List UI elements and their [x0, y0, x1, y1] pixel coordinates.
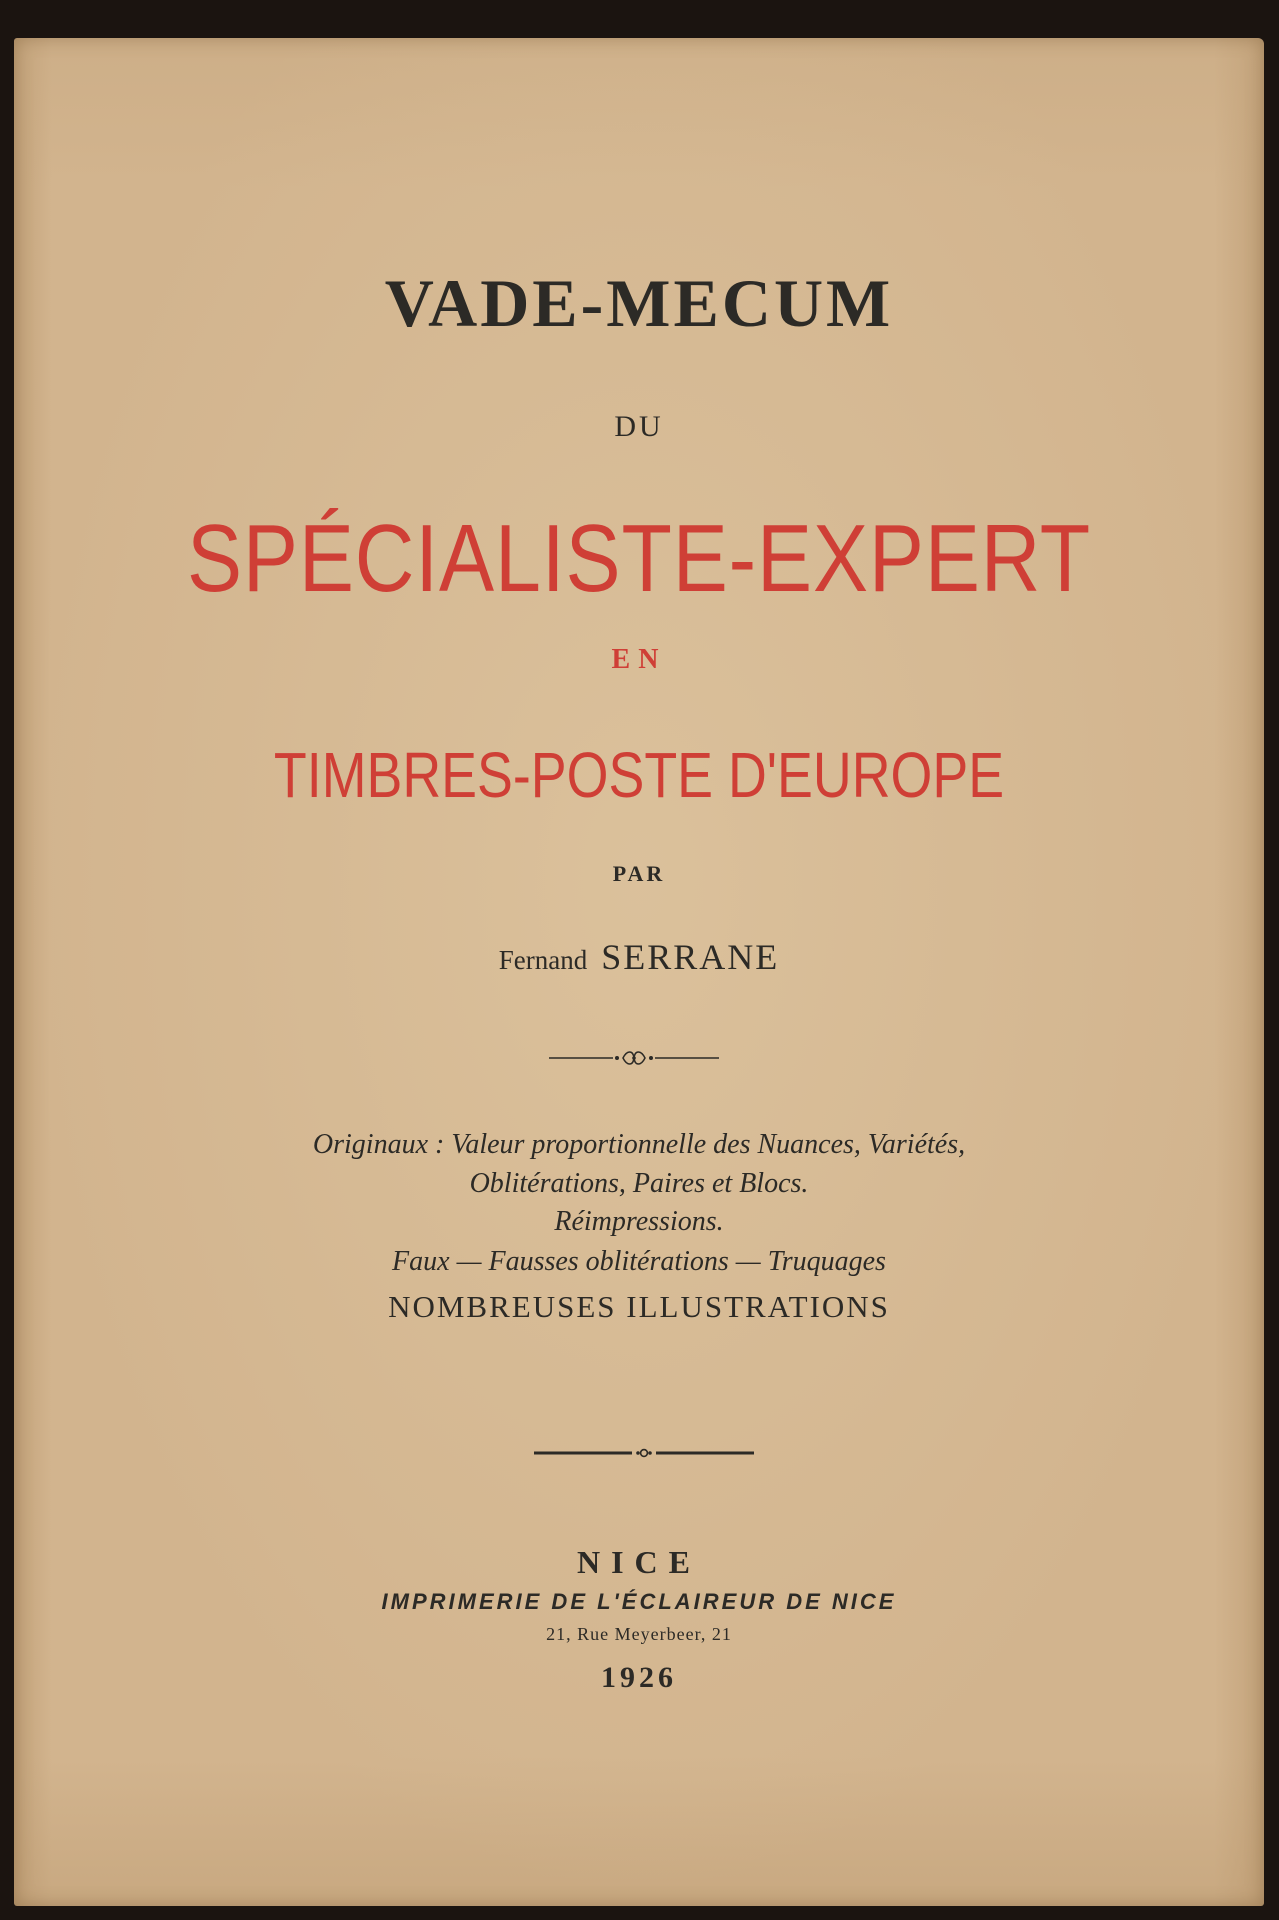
description-line-2: Oblitérations, Paires et Blocs. [469, 1168, 809, 1199]
illustrations-note: NOMBREUSES ILLUSTRATIONS [388, 1289, 890, 1324]
author-first-name: Fernand [498, 945, 588, 975]
author-name [14, 936, 1264, 978]
imprint-city: NICE [576, 1544, 701, 1580]
publication-year: 1926 [601, 1661, 677, 1694]
divider-ornament-icon [534, 1444, 754, 1462]
author-prefix: PAR [612, 861, 666, 886]
description-line-3: Réimpressions. [554, 1206, 724, 1237]
flourish-ornament-icon [549, 1046, 719, 1070]
description-line-4: Faux — Fausses oblitérations — Truquages [392, 1246, 886, 1277]
title-connector-du: DU [614, 410, 664, 443]
imprint-address: 21, Rue Meyerbeer, 21 [546, 1624, 732, 1644]
book-subject: SPÉCIALISTE-EXPERT [186, 505, 1092, 612]
book-title: VADE-MECUM [384, 265, 894, 341]
book-cover [14, 38, 1264, 1906]
author-last-name: SERRANE [601, 937, 780, 977]
description-line-1: Originaux : Valeur proportionnelle des Nuances, Variétés, [312, 1129, 966, 1160]
book-field: TIMBRES-POSTE D'EUROPE [273, 739, 1005, 811]
imprint-printer: IMPRIMERIE DE L'ÉCLAIREUR DE NICE [381, 1589, 897, 1614]
title-connector-en: EN [611, 644, 667, 675]
